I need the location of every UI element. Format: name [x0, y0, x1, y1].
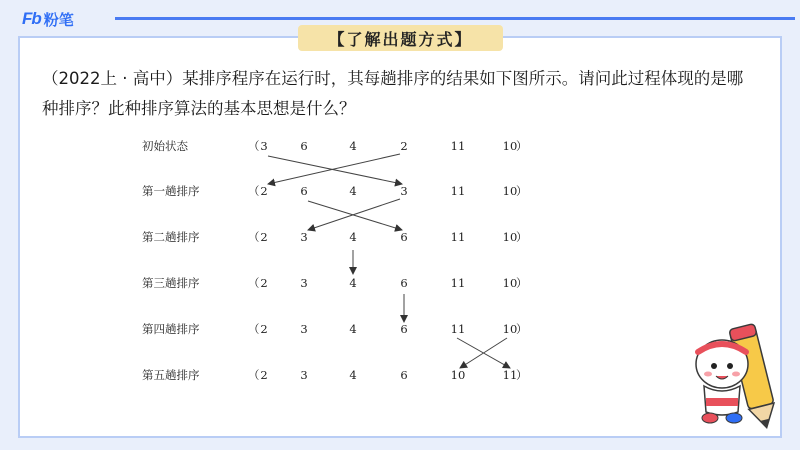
sequence-value: 11: [450, 139, 466, 153]
sequence-value: 2: [400, 139, 408, 153]
sequence-value: 6: [300, 184, 308, 198]
sequence-value: 4: [349, 184, 357, 198]
sequence-value: 11: [450, 322, 466, 336]
row-label: 第五趟排序: [142, 368, 200, 382]
sequence-value: 3: [400, 184, 408, 198]
sequence-value: 11: [450, 184, 466, 198]
sequence-value: 6: [400, 276, 408, 290]
sequence-value: 2: [260, 230, 268, 244]
sequence-value: 3: [300, 322, 308, 336]
open-paren: （: [248, 139, 260, 153]
sequence-value: 2: [260, 368, 268, 382]
sequence-value: 10: [502, 322, 518, 336]
sequence-value: 11: [450, 230, 466, 244]
logo-mark: Fb: [22, 9, 41, 28]
sequence-value: 10: [450, 368, 466, 382]
sequence-value: 10: [502, 139, 518, 153]
sequence-value: 6: [400, 322, 408, 336]
row-label: 第三趟排序: [142, 276, 200, 290]
section-banner: 【了解出题方式】: [298, 25, 503, 51]
sequence-value: 4: [349, 368, 357, 382]
close-paren: ）: [516, 184, 528, 198]
logo-text: 粉笔: [43, 10, 74, 29]
row-label: 第四趟排序: [142, 322, 200, 336]
row-label: 第一趟排序: [142, 184, 200, 198]
sequence-value: 10: [502, 184, 518, 198]
sequence-value: 11: [450, 276, 466, 290]
open-paren: （: [248, 184, 260, 198]
open-paren: （: [248, 322, 260, 336]
close-paren: ）: [516, 276, 528, 290]
row-label: 初始状态: [142, 139, 188, 153]
sequence-value: 6: [400, 230, 408, 244]
sequence-value: 4: [349, 230, 357, 244]
open-paren: （: [248, 368, 260, 382]
close-paren: ）: [516, 230, 528, 244]
sequence-value: 6: [400, 368, 408, 382]
sequence-value: 4: [349, 276, 357, 290]
sequence-value: 10: [502, 230, 518, 244]
sequence-value: 6: [300, 139, 308, 153]
sequence-value: 2: [260, 322, 268, 336]
sequence-value: 3: [300, 368, 308, 382]
close-paren: ）: [516, 322, 528, 336]
close-paren: ）: [516, 139, 528, 153]
sequence-value: 2: [260, 184, 268, 198]
sequence-value: 11: [502, 368, 518, 382]
question-line-1: （2022上 · 高中）某排序程序在运行时，其每趟排序的结果如下图所示。请问此过程体现的是哪: [42, 69, 744, 88]
arrow-pass5-10-to-pos5: [460, 338, 507, 368]
sequence-value: 4: [349, 322, 357, 336]
pencil-mascot-illustration: [688, 312, 786, 434]
open-paren: （: [248, 230, 260, 244]
sequence-value: 3: [260, 139, 268, 153]
sequence-value: 3: [300, 230, 308, 244]
sequence-value: 4: [349, 139, 357, 153]
close-paren: ）: [516, 368, 528, 382]
row-label: 第二趟排序: [142, 230, 200, 244]
open-paren: （: [248, 276, 260, 290]
sequence-value: 10: [502, 276, 518, 290]
sequence-value: 3: [300, 276, 308, 290]
sequence-value: 2: [260, 276, 268, 290]
question-line-2: 种排序？此种排序算法的基本思想是什么？: [42, 99, 356, 118]
